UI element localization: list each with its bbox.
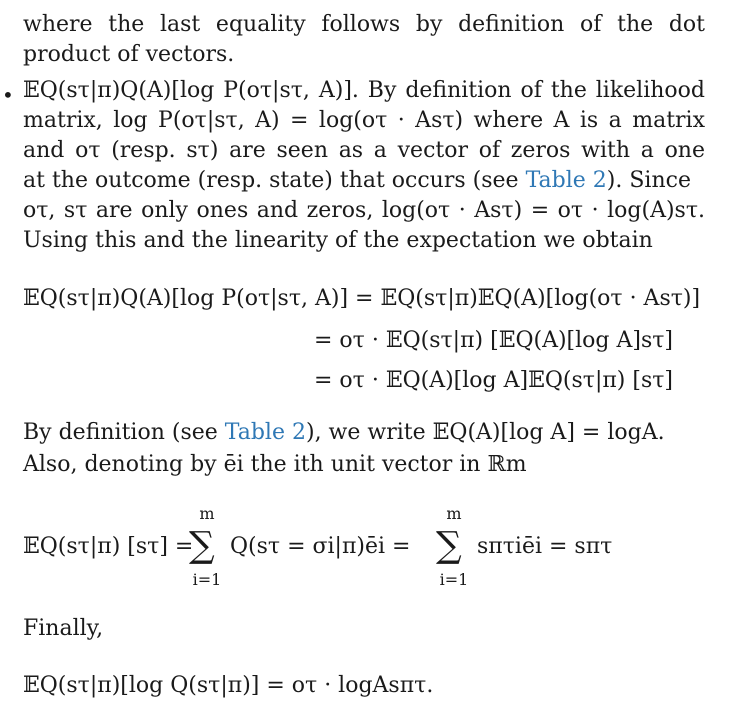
paragraph-line: where the last equality follows by definition of the dot xyxy=(23,12,705,37)
table-2-link[interactable]: Table 2 xyxy=(525,168,607,193)
bullet-line: matrix, log P(oτ|sτ, A) = log(oτ · Asτ) where A is a matrix xyxy=(23,108,705,133)
sum-upper-limit: m xyxy=(446,504,462,523)
sum-equation-mid: Q(sτ = σi|π)ēi = xyxy=(230,534,411,559)
sum-lower-limit: i=1 xyxy=(439,570,469,589)
sum-symbol: ∑ xyxy=(436,525,462,566)
definition-text: ), we write 𝔼Q(A)[log A] = logA. xyxy=(305,420,665,445)
bullet-line: and oτ (resp. sτ) are seen as a vector of zeros with a one xyxy=(23,138,705,163)
final-equation: 𝔼Q(sτ|π)[log Q(sτ|π)] = oτ · logAsπτ. xyxy=(23,673,434,698)
finally-line: Finally, xyxy=(23,616,104,641)
bullet-line: 𝔼Q(sτ|π)Q(A)[log P(oτ|sτ, A)]. By definition of the likelihood xyxy=(23,78,705,103)
sum-equation-rhs: sπτiēi = sπτ xyxy=(477,534,613,559)
table-2-link[interactable]: Table 2 xyxy=(224,420,306,445)
sum-lower-limit: i=1 xyxy=(192,570,222,589)
bullet-line: Using this and the linearity of the expectation we obtain xyxy=(23,228,653,253)
paragraph-line: product of vectors. xyxy=(23,42,235,67)
equation-line-1: 𝔼Q(sτ|π)Q(A)[log P(oτ|sτ, A)] = 𝔼Q(sτ|π)𝔼Q(A)[log(oτ · Asτ)] xyxy=(23,286,701,311)
sum-upper-limit: m xyxy=(199,504,215,523)
equation-line-2: = oτ · 𝔼Q(sτ|π) [𝔼Q(A)[log A]sτ] xyxy=(314,328,674,353)
bullet-line-with-ref xyxy=(23,166,705,196)
sum-equation-lhs: 𝔼Q(sτ|π) [sτ] = xyxy=(23,534,194,559)
bullet-line: oτ, sτ are only ones and zeros, log(oτ · Asτ) = oτ · log(A)sτ. xyxy=(23,198,705,223)
bullet-line-text: at the outcome (resp. state) that occurs (see xyxy=(23,168,526,193)
definition-line: Also, denoting by ēi the ith unit vector in ℝm xyxy=(23,452,527,477)
equation-line-3: = oτ · 𝔼Q(A)[log A]𝔼Q(sτ|π) [sτ] xyxy=(314,368,674,393)
definition-line xyxy=(23,418,665,448)
bullet-marker: • xyxy=(2,83,14,107)
definition-text: By definition (see xyxy=(23,420,225,445)
sum-symbol: ∑ xyxy=(189,525,215,566)
bullet-line-text: ). Since xyxy=(606,168,691,193)
